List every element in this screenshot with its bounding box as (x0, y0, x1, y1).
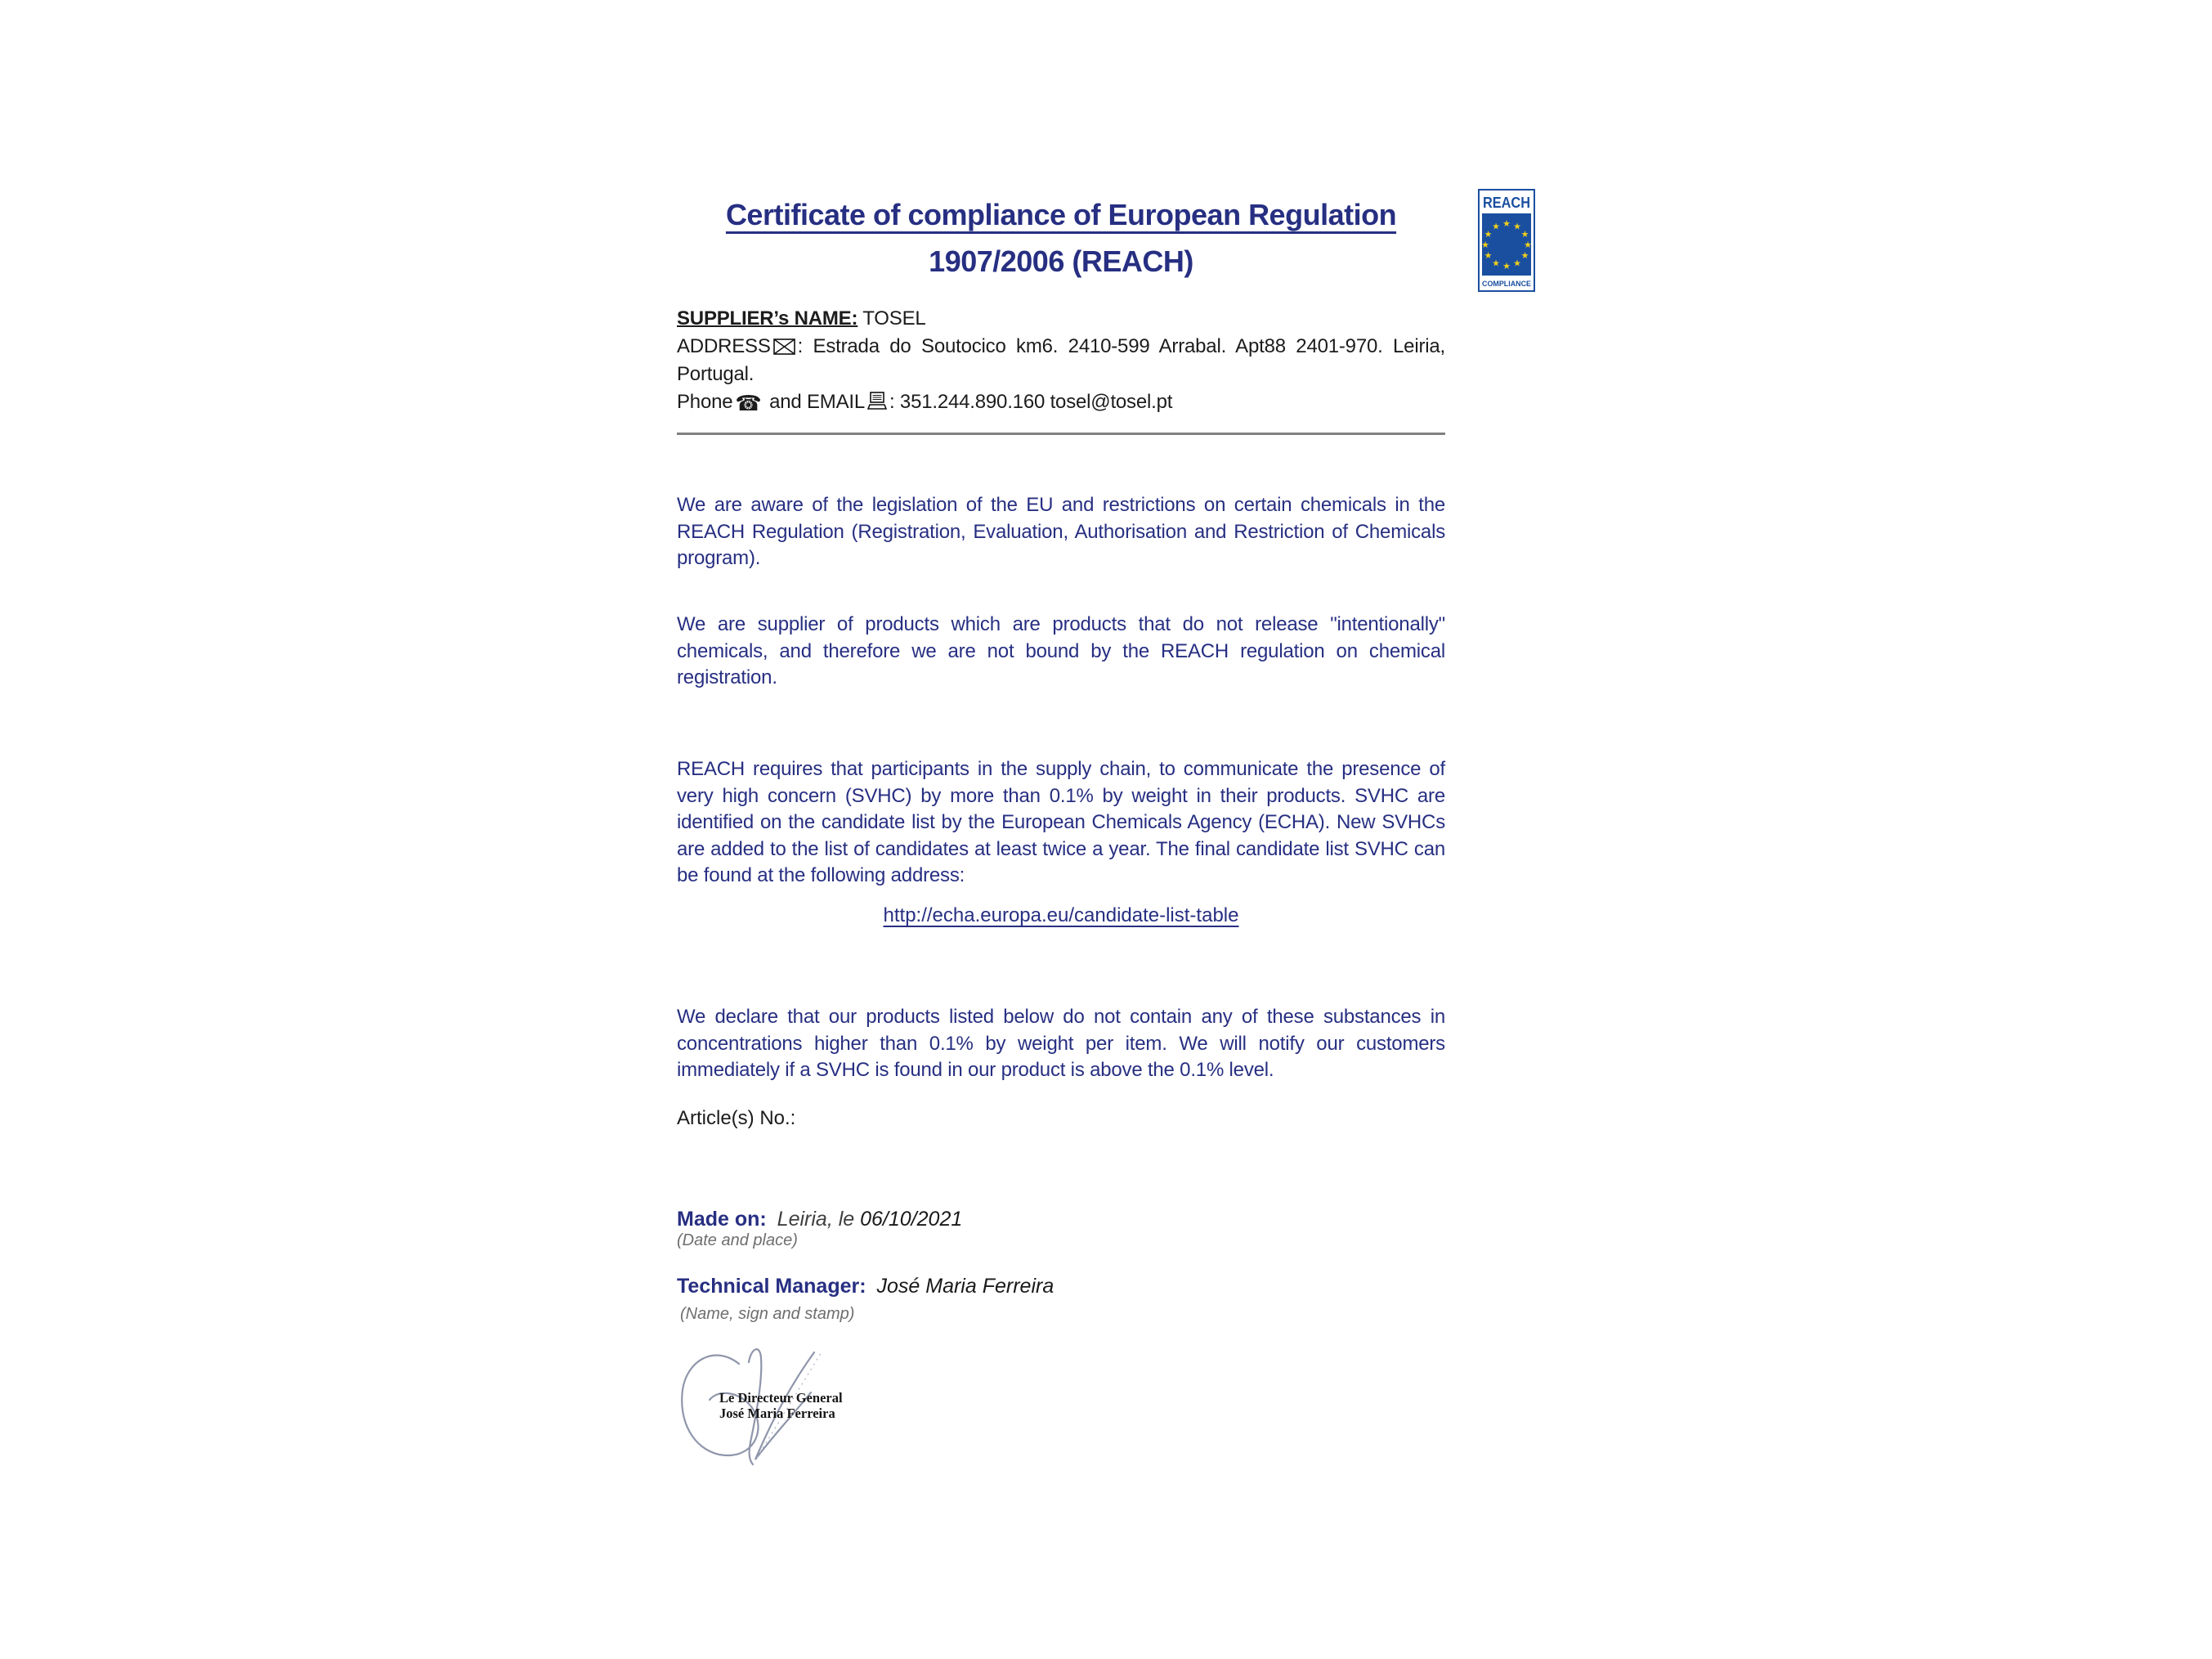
phone-label: Phone (677, 391, 733, 413)
and-email-label: and EMAIL (769, 391, 865, 413)
svg-text:★: ★ (1492, 221, 1500, 232)
candidate-list-link-row (677, 904, 1445, 927)
stamp-line-2: José Maria Ferreira (719, 1406, 835, 1421)
supplier-block (677, 305, 1445, 418)
article-number-label: Article(s) No.: (677, 1107, 796, 1129)
supplier-name-value: TOSEL (862, 307, 926, 330)
svg-text:★: ★ (1520, 250, 1529, 261)
stamp-line-1: Le Directeur General (719, 1390, 843, 1406)
address-line-2: Portugal. (677, 363, 754, 385)
svg-text:★: ★ (1502, 261, 1511, 271)
telephone-icon: ☎ (735, 392, 762, 416)
name-sign-stamp-caption: (Name, sign and stamp) (680, 1305, 855, 1323)
logo-reach-text: REACH (1483, 195, 1530, 211)
supplier-name-label: SUPPLIER’s NAME: (677, 307, 858, 330)
svg-text:★: ★ (1520, 229, 1529, 240)
supplier-name-line (677, 305, 1445, 333)
date-place-caption: (Date and place) (677, 1231, 798, 1249)
svg-text:★: ★ (1481, 240, 1489, 250)
paragraph-reach-requires: REACH requires that participants in the supply chain, to communicate the presence of very high concern (SVHC) by more than 0.1% by weight in their products. SVHC are identified on the candidate list by the European Chemicals Agency (ECHA). New SVHCs are added to the list of candidates at least twice a year. The final candidate list SVHC can be found at the following address: (677, 758, 1445, 886)
document-title (677, 191, 1445, 285)
director-stamp (719, 1390, 843, 1421)
reach-logo-graphic (1478, 189, 1535, 292)
technical-manager-label: Technical Manager: (677, 1275, 866, 1298)
made-on-date: 06/10/2021 (860, 1208, 963, 1231)
svg-text:★: ★ (1484, 229, 1493, 240)
envelope-icon (773, 339, 795, 355)
address-line (677, 333, 1445, 361)
title-line-1 (677, 191, 1445, 238)
paragraph-declaration: We declare that our products listed below do not contain any of these substances in concentrations higher than 0.1% by weight per item. We will notify our customers immediately if a SVHC is found in our product is above the 0.1% level. (677, 1006, 1445, 1081)
svg-text:★: ★ (1502, 218, 1511, 229)
svg-text:★: ★ (1524, 240, 1532, 250)
paragraph-supplier-products: We are supplier of products which are products that do not release "intentionally" chemicals, and therefore we are not bound by the REACH regulation on chemical registration. (677, 613, 1445, 688)
title-line-1-text: Certificate of compliance of European Regulation (725, 198, 1397, 231)
contact-value: : 351.244.890.160 tosel@tosel.pt (889, 391, 1173, 413)
logo-compliance-text: COMPLIANCE (1482, 280, 1531, 288)
made-on-line (677, 1208, 1445, 1231)
paragraph-aware-legislation: We are aware of the legislation of the EU and restrictions on certain chemicals in the REACH Regulation (Registration, Evaluation, Authorisation and Restriction of Chemicals program). (677, 494, 1445, 569)
made-on-place: Leiria, le (777, 1208, 855, 1231)
made-on-label: Made on: (677, 1208, 767, 1231)
svg-text:★: ★ (1484, 250, 1493, 261)
svg-text:★: ★ (1513, 221, 1521, 232)
svg-text:★: ★ (1492, 258, 1500, 269)
candidate-list-link[interactable]: http://echa.europa.eu/candidate-list-table (883, 904, 1239, 926)
address-value: : Estrada do Soutocico km6. 2410-599 Arrabal. Apt88 2401-970. Leiria, (797, 335, 1445, 357)
technical-manager-line (677, 1275, 1445, 1298)
reach-compliance-logo (1478, 189, 1535, 292)
divider-rule (677, 433, 1445, 435)
svg-text:★: ★ (1513, 258, 1521, 269)
computer-icon (867, 392, 887, 410)
technical-manager-name: José Maria Ferreira (876, 1275, 1055, 1298)
phone-email-line (677, 388, 1445, 418)
title-line-2: 1907/2006 (REACH) (929, 244, 1193, 278)
address-label: ADDRESS (677, 335, 771, 357)
